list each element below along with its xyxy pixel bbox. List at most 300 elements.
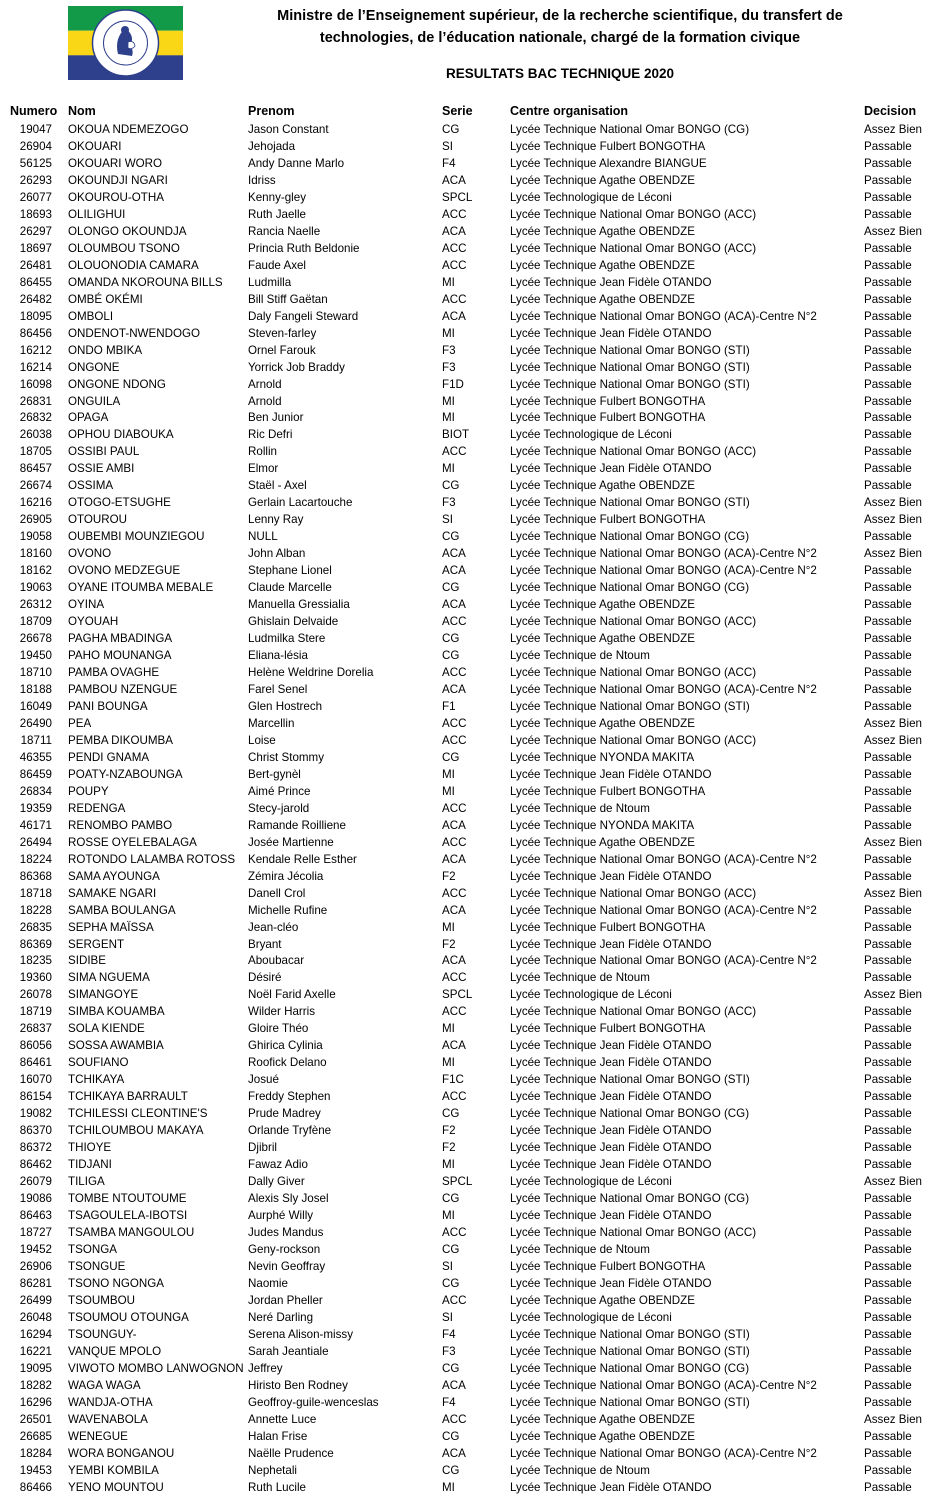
cell-decision: Passable bbox=[864, 852, 912, 866]
cell-prenom: Jehojada bbox=[248, 139, 296, 153]
cell-nom: PAHO MOUNANGA bbox=[68, 649, 172, 663]
cell-serie: MI bbox=[442, 1056, 455, 1070]
cell-prenom: Ruth Lucile bbox=[248, 1480, 307, 1494]
cell-centre: Lycée Technique National Omar BONGO (STI) bbox=[510, 1073, 750, 1087]
table-row bbox=[0, 512, 932, 529]
cell-prenom: Loise bbox=[248, 733, 276, 747]
cell-serie: ACA bbox=[442, 954, 466, 968]
cell-numero: 19086 bbox=[19, 1192, 52, 1206]
cell-numero: 18711 bbox=[20, 733, 52, 747]
table-row bbox=[0, 733, 932, 750]
cell-nom: ONGONE NDONG bbox=[68, 377, 166, 391]
cell-prenom: Roofick Delano bbox=[248, 1056, 327, 1070]
table-row bbox=[0, 886, 932, 903]
cell-serie: F2 bbox=[442, 1141, 456, 1155]
cell-centre: Lycée Technologique de Léconi bbox=[510, 988, 672, 1002]
table-row bbox=[0, 597, 932, 614]
table-row bbox=[0, 1276, 932, 1293]
cell-nom: THIOYE bbox=[68, 1141, 112, 1155]
cell-prenom: Kenny-gley bbox=[248, 190, 307, 204]
cell-numero: 18705 bbox=[19, 445, 52, 459]
cell-numero: 46171 bbox=[19, 818, 52, 832]
cell-numero: 86370 bbox=[19, 1124, 52, 1138]
cell-numero: 19063 bbox=[19, 581, 52, 595]
table-row bbox=[0, 1191, 932, 1208]
cell-centre: Lycée Technique National Omar BONGO (CG) bbox=[510, 1192, 750, 1206]
cell-serie: MI bbox=[442, 411, 455, 425]
cell-prenom: Nephetali bbox=[248, 1463, 297, 1477]
table-row bbox=[0, 1446, 932, 1463]
cell-numero: 18693 bbox=[19, 207, 52, 221]
gabon-coat-of-arms-icon bbox=[68, 6, 183, 80]
cell-prenom: Djibril bbox=[248, 1141, 277, 1155]
cell-serie: ACA bbox=[442, 1039, 466, 1053]
cell-decision: Passable bbox=[864, 139, 912, 153]
cell-prenom: John Alban bbox=[248, 547, 306, 561]
cell-centre: Lycée Technique National Omar BONGO (STI) bbox=[510, 360, 750, 374]
table-row bbox=[0, 1157, 932, 1174]
cell-decision: Passable bbox=[864, 241, 912, 255]
cell-prenom: Faude Axel bbox=[248, 258, 307, 272]
table-row bbox=[0, 1123, 932, 1140]
cell-centre: Lycée Technique National Omar BONGO (ACC) bbox=[510, 241, 757, 255]
table-row bbox=[0, 953, 932, 970]
cell-decision: Assez Bien bbox=[864, 716, 922, 730]
cell-decision: Passable bbox=[864, 258, 912, 272]
table-row bbox=[0, 987, 932, 1004]
cell-serie: F4 bbox=[442, 1327, 456, 1341]
cell-prenom: Ludmilla bbox=[248, 275, 292, 289]
table-row bbox=[0, 835, 932, 852]
table-row bbox=[0, 1021, 932, 1038]
cell-serie: ACC bbox=[442, 1412, 467, 1426]
cell-numero: 16221 bbox=[19, 1344, 52, 1358]
cell-centre: Lycée Technique National Omar BONGO (STI) bbox=[510, 1327, 750, 1341]
cell-numero: 26078 bbox=[19, 988, 52, 1002]
cell-serie: ACC bbox=[442, 716, 467, 730]
cell-serie: MI bbox=[442, 784, 455, 798]
cell-nom: TOMBE NTOUTOUME bbox=[68, 1192, 187, 1206]
cell-numero: 16294 bbox=[19, 1327, 52, 1341]
column-header-prenom: Prenom bbox=[248, 104, 295, 118]
cell-decision: Passable bbox=[864, 1242, 912, 1256]
cell-serie: ACC bbox=[442, 666, 467, 679]
cell-prenom: Rancia Naelle bbox=[248, 224, 321, 238]
cell-prenom: Naomie bbox=[248, 1276, 288, 1290]
cell-numero: 19095 bbox=[19, 1361, 52, 1375]
cell-serie: CG bbox=[442, 1242, 460, 1256]
cell-numero: 19360 bbox=[19, 971, 52, 985]
cell-nom: OSSIMA bbox=[68, 479, 114, 493]
cell-numero: 26906 bbox=[19, 1259, 52, 1273]
cell-serie: SI bbox=[442, 1310, 453, 1324]
cell-decision: Passable bbox=[864, 1361, 912, 1375]
cell-centre: Lycée Technique Jean Fidèle OTANDO bbox=[510, 1480, 712, 1494]
cell-decision: Passable bbox=[864, 1327, 912, 1341]
cell-decision: Assez Bien bbox=[864, 1175, 922, 1189]
table-row bbox=[0, 478, 932, 495]
cell-numero: 16296 bbox=[19, 1395, 52, 1409]
table-row bbox=[0, 750, 932, 767]
cell-numero: 18228 bbox=[19, 903, 52, 917]
cell-centre: Lycée Technique Jean Fidèle OTANDO bbox=[510, 462, 712, 476]
cell-prenom: Aboubacar bbox=[248, 954, 305, 968]
cell-decision: Passable bbox=[864, 292, 912, 306]
cell-numero: 26831 bbox=[19, 394, 52, 408]
cell-centre: Lycée Technique Agathe OBENDZE bbox=[510, 598, 695, 612]
cell-centre: Lycée Technique Agathe OBENDZE bbox=[510, 835, 695, 849]
cell-serie: SI bbox=[442, 513, 453, 527]
cell-nom: ROTONDO LALAMBA ROTOSS bbox=[68, 852, 236, 866]
cell-numero: 86456 bbox=[19, 326, 52, 340]
cell-nom: PEA bbox=[68, 716, 92, 730]
cell-decision: Passable bbox=[864, 632, 912, 646]
cell-prenom: Ludmilka Stere bbox=[248, 632, 326, 646]
cell-prenom: Naëlle Prudence bbox=[248, 1446, 334, 1460]
cell-decision: Passable bbox=[864, 1141, 912, 1155]
table-row bbox=[0, 1072, 932, 1089]
cell-prenom: Gerlain Lacartouche bbox=[248, 496, 353, 510]
cell-centre: Lycée Technique Jean Fidèle OTANDO bbox=[510, 869, 712, 883]
cell-prenom: Stephane Lionel bbox=[248, 564, 332, 578]
cell-numero: 86154 bbox=[19, 1090, 52, 1104]
cell-numero: 26297 bbox=[19, 224, 52, 238]
cell-prenom: Idriss bbox=[248, 173, 276, 187]
cell-nom: ONDO MBIKA bbox=[68, 343, 143, 357]
cell-prenom: Prude Madrey bbox=[248, 1107, 321, 1121]
cell-numero: 18710 bbox=[19, 666, 52, 679]
cell-centre: Lycée Technique National Omar BONGO (STI) bbox=[510, 1395, 750, 1409]
cell-nom: PAMBOU NZENGUE bbox=[68, 682, 178, 696]
column-header-serie: Serie bbox=[442, 104, 473, 118]
cell-nom: TSONGA bbox=[68, 1242, 117, 1256]
cell-numero: 18095 bbox=[19, 309, 52, 323]
cell-nom: OLOUONODIA CAMARA bbox=[68, 258, 199, 272]
cell-prenom: Andy Danne Marlo bbox=[248, 156, 345, 170]
cell-nom: OYINA bbox=[68, 598, 105, 612]
cell-serie: ACA bbox=[442, 224, 466, 238]
cell-prenom: Arnold bbox=[248, 394, 282, 408]
cell-nom: TSOUMBOU bbox=[68, 1293, 135, 1307]
cell-nom: OTOGO-ETSUGHE bbox=[68, 496, 171, 510]
cell-serie: ACC bbox=[442, 615, 467, 629]
cell-centre: Lycée Technique Fulbert BONGOTHA bbox=[510, 394, 706, 408]
table-row bbox=[0, 275, 932, 292]
cell-numero: 16212 bbox=[19, 343, 52, 357]
cell-nom: SAMA AYOUNGA bbox=[68, 869, 160, 883]
cell-decision: Passable bbox=[864, 1124, 912, 1138]
cell-serie: SPCL bbox=[442, 1175, 473, 1189]
cell-centre: Lycée Technique National Omar BONGO (ACC) bbox=[510, 445, 757, 459]
cell-centre: Lycée Technique National Omar BONGO (STI) bbox=[510, 377, 750, 391]
cell-numero: 26678 bbox=[19, 632, 52, 646]
cell-numero: 19453 bbox=[19, 1463, 52, 1477]
cell-serie: ACC bbox=[442, 241, 467, 255]
cell-centre: Lycée Technique National Omar BONGO (ACA)-Centre N°2 bbox=[510, 564, 817, 578]
cell-serie: CG bbox=[442, 479, 460, 493]
cell-prenom: Dally Giver bbox=[248, 1175, 305, 1189]
cell-nom: TIDJANI bbox=[68, 1158, 112, 1172]
column-header-numero: Numero bbox=[10, 104, 58, 118]
table-row bbox=[0, 258, 932, 275]
cell-decision: Passable bbox=[864, 326, 912, 340]
cell-nom: TSONGUE bbox=[68, 1259, 126, 1273]
cell-decision: Passable bbox=[864, 699, 912, 713]
cell-serie: SI bbox=[442, 1259, 453, 1273]
table-row bbox=[0, 241, 932, 258]
cell-decision: Passable bbox=[864, 207, 912, 221]
cell-serie: ACC bbox=[442, 445, 467, 459]
cell-numero: 26494 bbox=[19, 835, 52, 849]
table-row bbox=[0, 1480, 932, 1497]
cell-serie: ACC bbox=[442, 1293, 467, 1307]
cell-centre: Lycée Technique National Omar BONGO (ACA)-Centre N°2 bbox=[510, 547, 817, 561]
cell-serie: ACC bbox=[442, 1005, 467, 1019]
cell-prenom: Ric Defri bbox=[248, 428, 293, 442]
ministry-title-line-2: technologies, de l’éducation nationale, chargé de la formation civique bbox=[319, 30, 801, 46]
cell-centre: Lycée Technique Jean Fidèle OTANDO bbox=[510, 1124, 712, 1138]
cell-nom: SOLA KIENDE bbox=[68, 1022, 145, 1036]
table-row bbox=[0, 903, 932, 920]
cell-prenom: Michelle Rufine bbox=[248, 903, 328, 917]
table-row bbox=[0, 1225, 932, 1242]
cell-serie: BIOT bbox=[442, 428, 470, 442]
cell-serie: ACC bbox=[442, 258, 467, 272]
cell-serie: ACC bbox=[442, 1090, 467, 1104]
cell-centre: Lycée Technique Jean Fidèle OTANDO bbox=[510, 1158, 712, 1172]
cell-serie: F2 bbox=[442, 1124, 456, 1138]
cell-decision: Passable bbox=[864, 360, 912, 374]
table-row bbox=[0, 563, 932, 580]
table-row bbox=[0, 122, 932, 139]
cell-prenom: Manuella Gressialia bbox=[248, 598, 350, 612]
cell-centre: Lycée Technique de Ntoum bbox=[510, 971, 650, 985]
cell-nom: OLILIGHUI bbox=[68, 207, 126, 221]
cell-prenom: Jeffrey bbox=[248, 1361, 283, 1375]
cell-decision: Passable bbox=[864, 1259, 912, 1273]
cell-nom: WANDJA-OTHA bbox=[68, 1395, 153, 1409]
cell-centre: Lycée Technologique de Léconi bbox=[510, 1310, 672, 1324]
cell-nom: POATY-NZABOUNGA bbox=[68, 767, 183, 781]
cell-centre: Lycée Technique de Ntoum bbox=[510, 1242, 650, 1256]
cell-decision: Passable bbox=[864, 615, 912, 629]
table-row bbox=[0, 309, 932, 326]
cell-numero: 86455 bbox=[19, 275, 52, 289]
cell-nom: YEMBI KOMBILA bbox=[68, 1463, 159, 1477]
table-row bbox=[0, 937, 932, 954]
cell-nom: OYANE ITOUMBA MEBALE bbox=[68, 581, 214, 595]
cell-numero: 56125 bbox=[19, 156, 52, 170]
table-row bbox=[0, 1242, 932, 1259]
cell-serie: SPCL bbox=[442, 988, 473, 1002]
cell-decision: Assez Bien bbox=[864, 123, 922, 136]
cell-centre: Lycée Technique National Omar BONGO (CG) bbox=[510, 1107, 750, 1121]
cell-prenom: Josée Martienne bbox=[248, 835, 334, 849]
cell-serie: MI bbox=[442, 767, 455, 781]
cell-centre: Lycée Technique Jean Fidèle OTANDO bbox=[510, 1209, 712, 1222]
cell-serie: CG bbox=[442, 1429, 460, 1443]
cell-decision: Passable bbox=[864, 1310, 912, 1324]
table-row bbox=[0, 869, 932, 886]
cell-centre: Lycée Technique Jean Fidèle OTANDO bbox=[510, 326, 712, 340]
cell-centre: Lycée Technique Agathe OBENDZE bbox=[510, 716, 695, 730]
cell-centre: Lycée Technique National Omar BONGO (STI) bbox=[510, 343, 750, 357]
cell-prenom: Nevin Geoffray bbox=[248, 1259, 326, 1273]
table-row bbox=[0, 1361, 932, 1378]
cell-serie: ACA bbox=[442, 309, 466, 323]
cell-numero: 86457 bbox=[19, 462, 52, 476]
cell-nom: TSOUNGUY- bbox=[68, 1327, 137, 1341]
table-row bbox=[0, 326, 932, 343]
cell-centre: Lycée Technique National Omar BONGO (CG) bbox=[510, 1361, 750, 1375]
column-header-nom: Nom bbox=[68, 104, 96, 118]
table-row bbox=[0, 427, 932, 444]
cell-nom: OKOUNDJI NGARI bbox=[68, 173, 168, 187]
cell-nom: OSSIBI PAUL bbox=[68, 445, 140, 459]
cell-centre: Lycée Technique NYONDA MAKITA bbox=[510, 750, 695, 764]
cell-nom: SOSSA AWAMBIA bbox=[68, 1039, 164, 1053]
cell-numero: 16098 bbox=[19, 377, 52, 391]
cell-serie: MI bbox=[442, 1022, 455, 1036]
cell-prenom: Arnold bbox=[248, 377, 282, 391]
cell-serie: CG bbox=[442, 1361, 460, 1375]
cell-nom: PAGHA MBADINGA bbox=[68, 632, 173, 646]
cell-decision: Passable bbox=[864, 445, 912, 459]
table-row bbox=[0, 1004, 932, 1021]
cell-prenom: Eliana-lésia bbox=[248, 649, 308, 663]
cell-decision: Passable bbox=[864, 869, 912, 883]
table-row bbox=[0, 224, 932, 241]
cell-prenom: Claude Marcelle bbox=[248, 581, 332, 595]
cell-centre: Lycée Technique Agathe OBENDZE bbox=[510, 1412, 695, 1426]
cell-serie: ACC bbox=[442, 886, 467, 900]
table-row bbox=[0, 682, 932, 699]
cell-prenom: Désiré bbox=[248, 971, 282, 985]
cell-decision: Passable bbox=[864, 309, 912, 323]
cell-numero: 26904 bbox=[19, 139, 52, 153]
cell-centre: Lycée Technique Fulbert BONGOTHA bbox=[510, 513, 706, 527]
cell-decision: Passable bbox=[864, 1209, 912, 1222]
cell-centre: Lycée Technique National Omar BONGO (ACC) bbox=[510, 886, 757, 900]
cell-decision: Passable bbox=[864, 564, 912, 578]
table-row bbox=[0, 784, 932, 801]
cell-nom: WAVENABOLA bbox=[68, 1412, 148, 1426]
table-row bbox=[0, 410, 932, 427]
ministry-title-line-1: Ministre de l’Enseignement supérieur, de la recherche scientifique, du transfert de bbox=[277, 8, 843, 24]
cell-prenom: Bert-gynèl bbox=[248, 767, 301, 781]
cell-numero: 26038 bbox=[19, 428, 52, 442]
cell-prenom: Jean-cléo bbox=[248, 920, 299, 934]
table-row bbox=[0, 716, 932, 733]
cell-numero: 86459 bbox=[19, 767, 52, 781]
cell-prenom: Rollin bbox=[248, 445, 277, 459]
cell-serie: MI bbox=[442, 1480, 455, 1494]
table-row bbox=[0, 207, 932, 224]
cell-numero: 19452 bbox=[19, 1242, 52, 1256]
cell-nom: YENO MOUNTOU bbox=[68, 1480, 164, 1494]
cell-decision: Passable bbox=[864, 1039, 912, 1053]
cell-centre: Lycée Technique de Ntoum bbox=[510, 649, 650, 663]
cell-serie: SPCL bbox=[442, 190, 473, 204]
cell-nom: TCHILESSI CLEONTINE'S bbox=[68, 1107, 208, 1121]
cell-decision: Passable bbox=[864, 581, 912, 595]
cell-nom: TSAMBA MANGOULOU bbox=[68, 1225, 195, 1239]
cell-centre: Lycée Technique Agathe OBENDZE bbox=[510, 1429, 695, 1443]
cell-decision: Passable bbox=[864, 156, 912, 170]
table-row bbox=[0, 343, 932, 360]
cell-numero: 26293 bbox=[19, 173, 52, 187]
cell-centre: Lycée Technique National Omar BONGO (ACA)-Centre N°2 bbox=[510, 309, 817, 323]
cell-serie: MI bbox=[442, 1158, 455, 1172]
cell-numero: 26079 bbox=[19, 1175, 52, 1189]
cell-serie: ACA bbox=[442, 682, 466, 696]
cell-serie: F3 bbox=[442, 360, 456, 374]
cell-centre: Lycée Technique National Omar BONGO (ACA)-Centre N°2 bbox=[510, 852, 817, 866]
cell-numero: 26832 bbox=[19, 411, 52, 425]
table-row bbox=[0, 190, 932, 207]
cell-decision: Passable bbox=[864, 1107, 912, 1121]
table-row bbox=[0, 1038, 932, 1055]
cell-numero: 26834 bbox=[19, 784, 52, 798]
cell-centre: Lycée Technique de Ntoum bbox=[510, 1463, 650, 1477]
cell-prenom: Glen Hostrech bbox=[248, 699, 323, 713]
cell-serie: ACA bbox=[442, 852, 466, 866]
cell-prenom: Princia Ruth Beldonie bbox=[248, 241, 360, 255]
table-row bbox=[0, 852, 932, 869]
cell-serie: MI bbox=[442, 462, 455, 476]
cell-nom: RENOMBO PAMBO bbox=[68, 818, 173, 832]
cell-decision: Assez Bien bbox=[864, 496, 922, 510]
table-row bbox=[0, 767, 932, 784]
cell-centre: Lycée Technique Agathe OBENDZE bbox=[510, 173, 695, 187]
cell-decision: Passable bbox=[864, 343, 912, 357]
cell-numero: 18718 bbox=[19, 886, 52, 900]
cell-prenom: Steven-farley bbox=[248, 326, 317, 340]
cell-decision: Passable bbox=[864, 173, 912, 187]
cell-decision: Passable bbox=[864, 530, 912, 544]
cell-prenom: Aimé Prince bbox=[248, 784, 311, 798]
cell-numero: 86372 bbox=[19, 1141, 52, 1155]
cell-prenom: Gloire Théo bbox=[248, 1022, 309, 1036]
cell-numero: 18284 bbox=[19, 1446, 52, 1460]
cell-serie: CG bbox=[442, 1192, 460, 1206]
cell-nom: TCHIKAYA bbox=[68, 1073, 125, 1087]
cell-numero: 26905 bbox=[19, 513, 52, 527]
cell-numero: 18235 bbox=[19, 954, 52, 968]
cell-nom: OMANDA NKOROUNA BILLS bbox=[68, 275, 223, 289]
cell-decision: Assez Bien bbox=[864, 224, 922, 238]
cell-numero: 19450 bbox=[19, 649, 52, 663]
cell-serie: ACA bbox=[442, 903, 466, 917]
cell-centre: Lycée Technique National Omar BONGO (ACA)-Centre N°2 bbox=[510, 954, 817, 968]
table-row bbox=[0, 394, 932, 411]
cell-numero: 86463 bbox=[19, 1209, 52, 1222]
cell-nom: OMBOLI bbox=[68, 309, 114, 323]
cell-serie: F2 bbox=[442, 937, 456, 951]
cell-prenom: Geny-rockson bbox=[248, 1242, 321, 1256]
table-row bbox=[0, 1378, 932, 1395]
cell-numero: 86056 bbox=[19, 1039, 52, 1053]
cell-centre: Lycée Technique National Omar BONGO (ACA)-Centre N°2 bbox=[510, 903, 817, 917]
cell-decision: Passable bbox=[864, 1158, 912, 1172]
cell-prenom: Judes Mandus bbox=[248, 1225, 324, 1239]
cell-prenom: Helène Weldrine Dorelia bbox=[248, 666, 374, 679]
cell-decision: Assez Bien bbox=[864, 733, 922, 747]
cell-numero: 26481 bbox=[19, 258, 52, 272]
cell-centre: Lycée Technique NYONDA MAKITA bbox=[510, 818, 695, 832]
cell-serie: F3 bbox=[442, 496, 456, 510]
cell-serie: CG bbox=[442, 649, 460, 663]
